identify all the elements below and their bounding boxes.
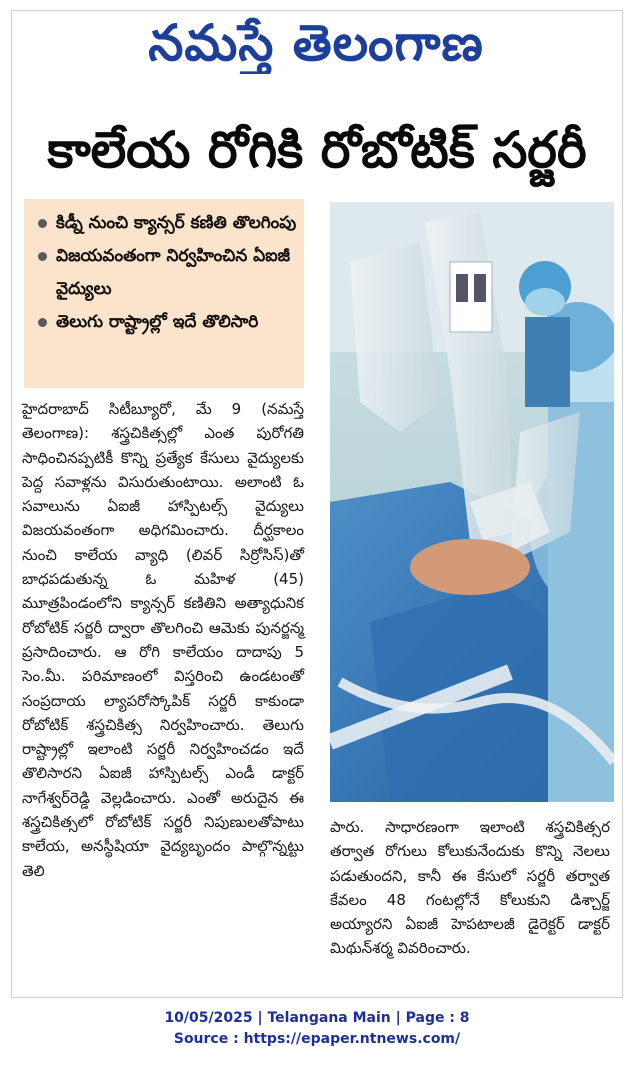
article-column-left: హైదరాబాద్ సిటీబ్యూరో, మే 9 (నమస్తే తెలంగాణ): శస్త్రచికిత్సల్లో ఎంత పురోగతి సాధించినప్పటికీ కొన్ని ప్రత్యేక కేసులు వైద్యులకు పెద్ద సవాళ్లను విసురుతుంటాయి. అలాంటి ఓ సవాలును ఏఐజీ హాస్పిటల్స్ వైద్యులు విజయవంతంగా అధిగమించారు. దీర్ఘకాలం నుంచి కాలేయ వ్యాధి (లివర్ సిర్రోసిస్)తో బాధపడుతున్న ఓ మహిళ (45) మూత్రపిండంలోని క్యాన్సర్ కణితిని అత్యాధునిక రోబోటిక్ సర్జరీ ద్వారా తొలగించి ఆమెకు పునర్జన్మ ప్రసాదించారు. ఆ రోగి కాలేయం దాదాపు 5 సెం.మీ. పరిమాణంలో విస్తరించి ఉండటంతో సంప్రదాయ ల్యాపరోస్కోపిక్ సర్జరీ కాకుండా రోబోటిక్ శస్త్రచికిత్స నిర్వహించారు. తెలుగు రాష్ట్రాల్లో ఇలాంటి సర్జరీ నిర్వహించడం ఇదే తొలిసారని ఏఐజీ హాస్పిటల్స్ ఎండీ డాక్టర్ నాగేశ్వర్‌రెడ్డి వెల్లడించారు. ఎంతో అరుదైన ఈ శస్త్రచికిత్సలో రోబోటిక్ సర్జరీ నిపుణులతోపాటు కాలేయ, అనస్థీషియా వైద్యబృందం పాల్గొన్నట్టు తెలి — [22, 400, 304, 880]
bullet-icon — [38, 252, 47, 261]
article-headline: కాలేయ రోగికి రోబోటిక్ సర్జరీ — [47, 121, 587, 179]
newspaper-masthead: నమస్తే తెలంగాణ — [148, 14, 484, 72]
highlight-item — [34, 207, 298, 240]
highlight-item — [34, 306, 298, 339]
bullet-icon — [38, 318, 47, 327]
footer-source: Source : https://epaper.ntnews.com/ — [173, 1031, 461, 1047]
surgery-photo-icon — [330, 202, 614, 802]
highlight-text: విజయవంతంగా నిర్వహించిన ఏఐజీ వైద్యులు — [56, 246, 291, 299]
article-column-right: పారు. సాధారణంగా ఇలాంటి శస్త్రచికిత్సర తర్వాత రోగులు కోలుకునేందుకు కొన్ని నెలలు పడుతుందని, కానీ ఈ కేసులో సర్జరీ తర్వాత కేవలం 48 గంటల్లోనే కోలుకుని డిశ్చార్జ్ అయ్యారని ఏఐజీ హెపటాలజీ డైరెక్టర్ డాక్టర్ మిథున్‌శర్మ వివరించారు. — [330, 818, 610, 958]
robotic-surgery-photo — [330, 202, 614, 802]
highlight-text: తెలుగు రాష్ట్రాల్లో ఇదే తొలిసారి — [56, 312, 259, 332]
highlight-item — [34, 240, 298, 306]
highlight-text: కిడ్నీ నుంచి క్యాన్సర్ కణితి తొలగింపు — [56, 213, 297, 233]
bullet-icon — [38, 219, 47, 228]
highlights-box — [24, 199, 304, 388]
footer-edition-info: 10/05/2025 | Telangana Main | Page : 8 — [164, 1010, 470, 1026]
